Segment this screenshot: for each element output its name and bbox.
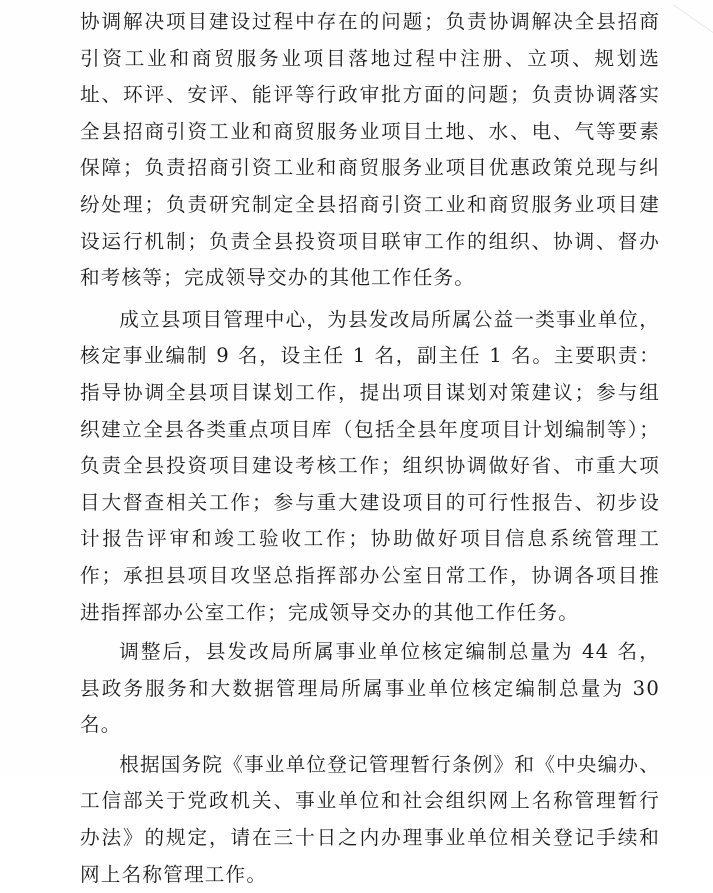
paragraph-staffing-adjustment: 调整后，县发改局所属事业单位核定编制总量为 44 名，县政务服务和大数据管理局所属事业单位核定编制总量为 30 名。 xyxy=(80,640,660,737)
page-fold-mark xyxy=(673,0,713,33)
paragraph-continuation: 协调解决项目建设过程中存在的问题；负责协调解决全县招商引资工业和商贸服务业项目落地过程中注册、立项、规划选址、环评、安评、能评等行政审批方面的问题；负责协调落实全县招商引资工业和商贸服务业项目土地、水、电、气等要素保障；负责招商引资工业和商贸服务业项目优惠政策兑现与纠纷处理；负责研究制定全县招商引资工业和商贸服务业项目建设运行机制；负责全县投资项目联审工作的组织、协调、督办和考核等；完成领导交办的其他工作任务。 xyxy=(80,10,660,290)
document-body xyxy=(80,4,660,893)
paragraph-project-management-center: 成立县项目管理中心，为县发改局所属公益一类事业单位，核定事业编制 9 名，设主任 1 名，副主任 1 名。主要职责：指导协调全县项目谋划工作，提出项目谋划对策建议；参与组织建立全县各类重点项目库（包括全县年度项目计划编制等）；负责全县投资项目建设考核工作；组织协调做好省、市重大项目大督查相关工作；参与重大建设项目的可行性报告、初步设计报告评审和竣工验收工作；协助做好项目信息系统管理工作；承担县项目攻坚总指挥部办公室日常工作，协调各项目推进指挥部办公室工作；完成领导交办的其他工作任务。 xyxy=(80,307,660,624)
paragraph-registration-instruction: 根据国务院《事业单位登记管理暂行条例》和《中央编办、工信部关于党政机关、事业单位和社会组织网上名称管理暂行办法》的规定，请在三十日之内办理事业单位相关登记手续和网上名称管理工作。 xyxy=(80,752,660,886)
